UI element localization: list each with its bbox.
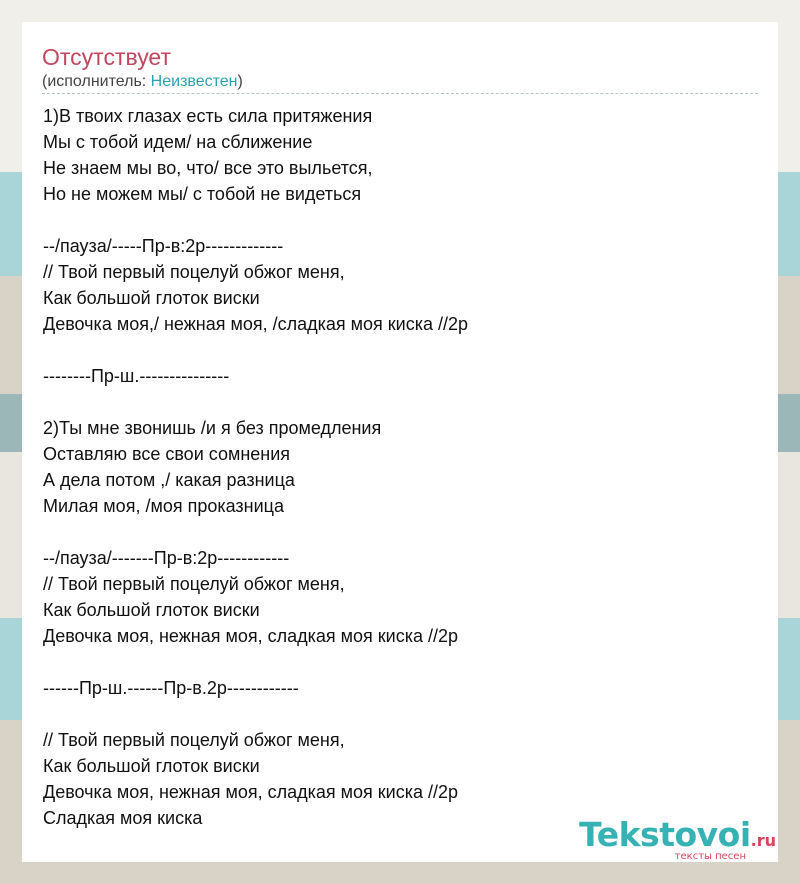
artist-line [42, 71, 243, 93]
lyric-line: Не знаем мы во, что/ все это выльется, [43, 158, 373, 178]
artist-suffix: ) [237, 73, 243, 90]
artist-prefix: (исполнитель: [42, 73, 151, 90]
lyric-line: // Твой первый поцелуй обжог меня, [43, 730, 345, 750]
tekstovoi-logo[interactable] [579, 815, 776, 862]
lyric-line [43, 389, 763, 415]
lyric-line: 2)Ты мне звонишь /и я без промедления [43, 418, 382, 438]
lyric-line [43, 519, 763, 545]
artist-link[interactable]: Неизвестен [150, 73, 238, 90]
lyric-line: Милая моя, /моя проказница [43, 496, 284, 516]
lyric-line: Девочка моя, нежная моя, сладкая моя киска //2р [43, 782, 459, 802]
lyric-line: --/пауза/-----Пр-в:2р------------- [43, 236, 284, 256]
lyric-line: Девочка моя, нежная моя, сладкая моя киска //2р [43, 626, 459, 646]
logo-tagline: тексты песен [674, 851, 746, 862]
lyric-line [43, 337, 763, 363]
lyric-line: Девочка моя,/ нежная моя, /сладкая моя киска //2р [43, 314, 469, 334]
lyric-line: --/пауза/-------Пр-в:2р------------ [43, 548, 290, 568]
lyric-line: Мы с тобой идем/ на сближение [43, 132, 313, 152]
lyric-line [43, 207, 763, 233]
logo-name: Tekstovoi [579, 815, 751, 854]
lyric-line: Как большой глоток виски [43, 600, 260, 620]
lyric-line: // Твой первый поцелуй обжог меня, [43, 574, 345, 594]
song-title: Отсутствует [42, 44, 171, 70]
logo-tld: .ru [750, 831, 776, 850]
lyric-line: Но не можем мы/ с тобой не видеться [43, 184, 362, 204]
lyric-line [43, 701, 763, 727]
lyric-line: // Твой первый поцелуй обжог меня, [43, 262, 345, 282]
lyrics-text [43, 103, 763, 831]
lyric-line: Сладкая моя киска [43, 808, 203, 828]
lyric-line [43, 649, 763, 675]
lyrics-card [22, 22, 778, 862]
lyric-line: Как большой глоток виски [43, 288, 260, 308]
lyric-line: Как большой глоток виски [43, 756, 260, 776]
lyric-line: ------Пр-ш.------Пр-в.2р------------ [43, 678, 299, 698]
title-divider [42, 93, 758, 94]
lyric-line: А дела потом ,/ какая разница [43, 470, 295, 490]
lyric-line: --------Пр-ш.--------------- [43, 366, 230, 386]
lyric-line: 1)В твоих глазах есть сила притяжения [43, 106, 373, 126]
lyric-line: Оставляю все свои сомнения [43, 444, 291, 464]
